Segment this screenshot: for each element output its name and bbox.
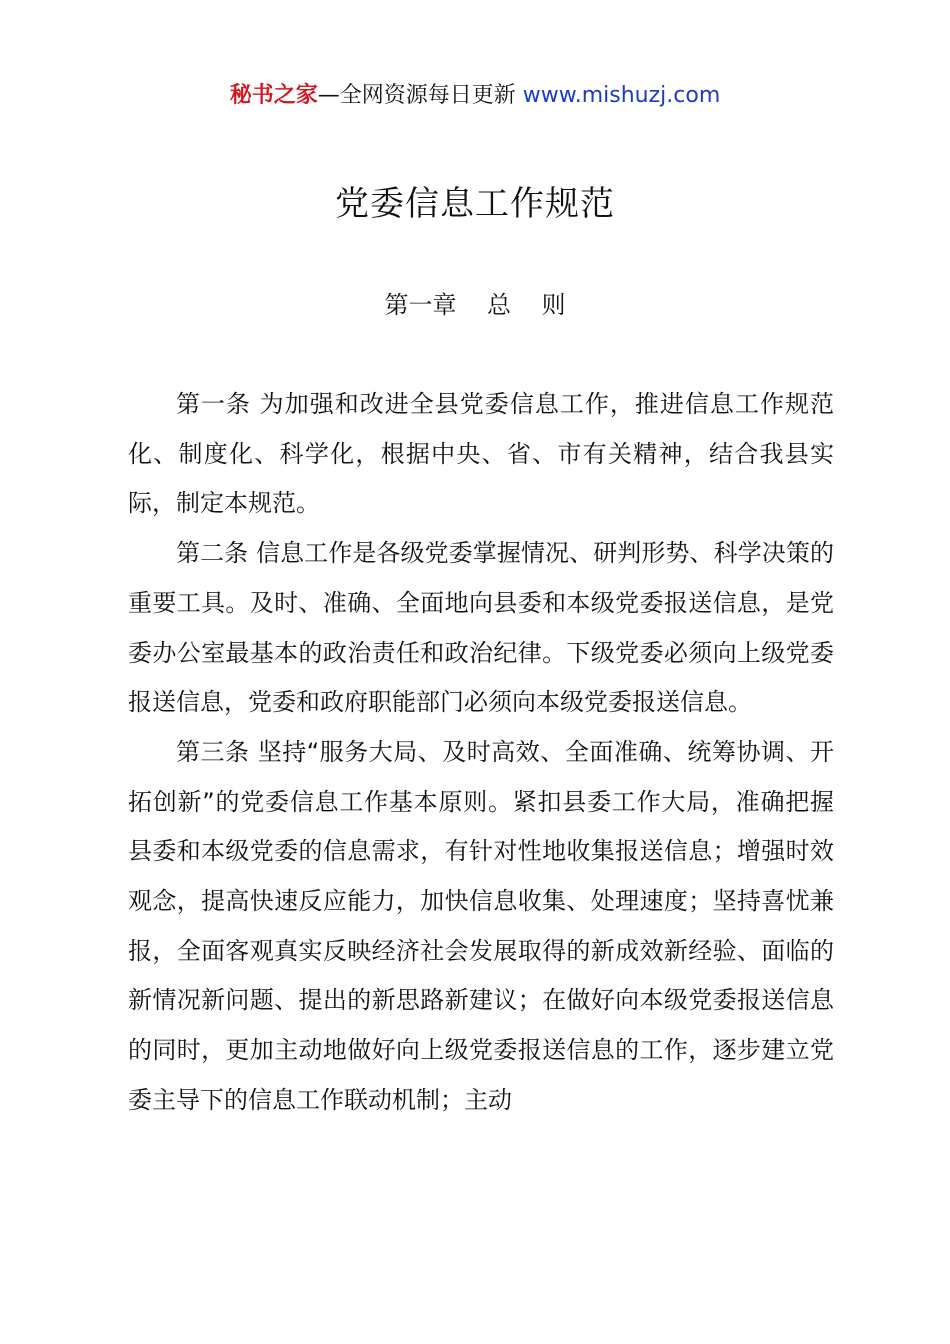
article-paragraph: 第二条 信息工作是各级党委掌握情况、研判形势、科学决策的重要工具。及时、准确、全面地向县委和本级党委报送信息，是党委办公室最基本的政治责任和政治纪律。下级党委必须向上级党委报送信息，党委和政府职能部门必须向本级党委报送信息。 — [128, 539, 834, 717]
article-paragraph: 第三条 坚持“服务大局、及时高效、全面准确、统筹协调、开拓创新”的党委信息工作基本原则。紧扣县委工作大局，准确把握县委和本级党委的信息需求，有针对性地收集报送信息；增强时效观念，提高快速反应能力，加快信息收集、处理速度；坚持喜忧兼报，全面客观真实反映经济社会发展取得的新成效新经验、面临的新情况新问题、提出的新思路新建议；在做好向本级党委报送信息的同时，更加主动地做好向上级党委报送信息的工作，逐步建立党委主导下的信息工作联动机制；主动 — [128, 737, 834, 1114]
brand-name: 秘书之家 — [229, 83, 318, 108]
article-paragraph: 第一条 为加强和改进全县党委信息工作，推进信息工作规范化、制度化、科学化，根据中央、省、市有关精神，结合我县实际，制定本规范。 — [128, 390, 834, 518]
document-title: 党委信息工作规范 — [335, 184, 615, 224]
header-banner — [0, 80, 950, 112]
chapter-heading: 第一章 总 则 — [384, 291, 566, 319]
document-body — [128, 380, 834, 1126]
site-url-link[interactable]: www.mishuzj.com — [522, 83, 721, 108]
header-tagline: —全网资源每日更新 — [317, 83, 523, 108]
